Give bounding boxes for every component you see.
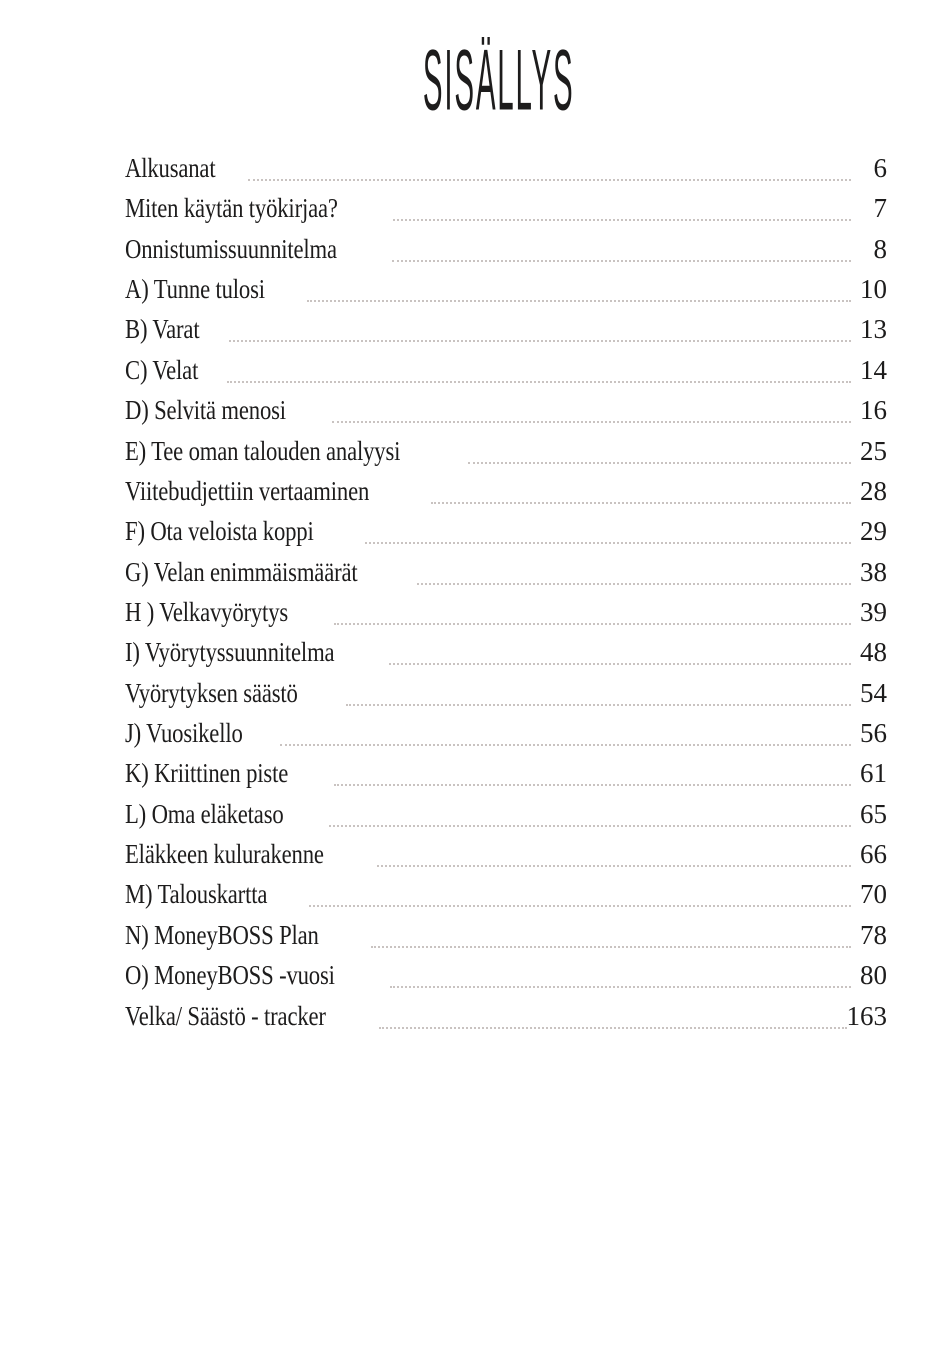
toc-entry-label: O) MoneyBOSS -vuosi: [125, 960, 335, 991]
toc-entry-label: N) MoneyBOSS Plan: [125, 919, 319, 950]
title-area: [0, 32, 950, 129]
toc-row: [125, 834, 887, 874]
toc-page-number: 70: [860, 879, 887, 910]
toc-page-number: 80: [860, 960, 887, 991]
toc-row: [125, 794, 887, 834]
toc-dotted-leader: [280, 744, 851, 746]
toc-dotted-leader: [377, 865, 851, 867]
toc-entry-label: Viitebudjettiin vertaaminen: [125, 475, 370, 506]
toc-row: [125, 431, 887, 471]
toc-row: [125, 673, 887, 713]
toc-page-number: 56: [860, 718, 887, 749]
toc-entry-label: G) Velan enimmäismäärät: [125, 556, 358, 587]
toc-page-number: 78: [860, 919, 887, 950]
toc-dotted-leader: [371, 946, 851, 948]
toc-row: [125, 229, 887, 269]
toc-entry-label: Alkusanat: [125, 153, 216, 183]
toc-row: [125, 753, 887, 793]
toc-dotted-leader: [389, 663, 851, 665]
toc-entry-label: D) Selvitä menosi: [125, 395, 286, 426]
toc-entry-label: A) Tunne tulosi: [125, 274, 265, 305]
toc-row: [125, 915, 887, 955]
toc-dotted-leader: [431, 502, 851, 504]
toc-page-number: 39: [860, 596, 887, 627]
toc-row: [125, 390, 887, 430]
toc-dotted-leader: [390, 986, 851, 988]
toc-page-number: 6: [873, 153, 887, 183]
toc-row: [125, 188, 887, 228]
toc-page-number: 10: [860, 274, 887, 305]
toc-page-number: 28: [860, 475, 887, 506]
toc-row: [125, 148, 887, 188]
toc-entry-label: E) Tee oman talouden analyysi: [125, 435, 401, 466]
toc-entry-label: C) Velat: [125, 354, 199, 385]
toc-entry-label: L) Oma eläketaso: [125, 798, 284, 829]
toc-dotted-leader: [332, 421, 851, 423]
toc-dotted-leader: [392, 260, 851, 262]
toc-dotted-leader: [334, 784, 851, 786]
toc-row: [125, 471, 887, 511]
toc-dotted-leader: [329, 825, 851, 827]
toc-entry-label: Vyörytyksen säästö: [125, 677, 298, 708]
table-of-contents: [125, 148, 887, 1036]
toc-entry-label: Velka/ Säästö - tracker: [125, 1000, 326, 1031]
toc-page-number: 38: [860, 556, 887, 587]
toc-row: [125, 874, 887, 914]
toc-row: [125, 552, 887, 592]
toc-entry-label: F) Ota veloista koppi: [125, 516, 314, 547]
toc-page-number: 65: [860, 798, 887, 829]
toc-entry-label: M) Talouskartta: [125, 879, 268, 910]
toc-page-number: 16: [860, 395, 887, 426]
page-title: SISÄLLYS: [423, 32, 575, 129]
toc-dotted-leader: [307, 300, 851, 302]
toc-row: [125, 713, 887, 753]
toc-entry-label: K) Kriittinen piste: [125, 758, 289, 789]
toc-entry-label: J) Vuosikello: [125, 718, 243, 749]
toc-page-number: 163: [846, 1000, 887, 1031]
toc-dotted-leader: [229, 340, 851, 342]
toc-page-number: 25: [860, 435, 887, 466]
toc-page-number: 8: [873, 233, 887, 264]
toc-entry-label: Onnistumissuunnitelma: [125, 233, 337, 264]
toc-entry-label: Eläkkeen kulurakenne: [125, 839, 324, 870]
toc-dotted-leader: [379, 1027, 846, 1029]
toc-entry-label: H ) Velkavyörytys: [125, 596, 289, 627]
toc-dotted-leader: [248, 179, 851, 181]
toc-dotted-leader: [334, 623, 851, 625]
toc-row: [125, 632, 887, 672]
toc-dotted-leader: [227, 381, 851, 383]
toc-row: [125, 350, 887, 390]
toc-row: [125, 269, 887, 309]
toc-dotted-leader: [393, 219, 851, 221]
toc-row: [125, 996, 887, 1036]
toc-entry-label: B) Varat: [125, 314, 200, 345]
toc-page-number: 7: [873, 193, 887, 224]
toc-row: [125, 592, 887, 632]
toc-dotted-leader: [365, 542, 851, 544]
toc-page-number: 66: [860, 839, 887, 870]
toc-dotted-leader: [346, 704, 851, 706]
toc-page-number: 48: [860, 637, 887, 668]
toc-dotted-leader: [309, 905, 851, 907]
toc-page-number: 54: [860, 677, 887, 708]
toc-row: [125, 511, 887, 551]
toc-entry-label: Miten käytän työkirjaa?: [125, 193, 338, 224]
toc-entry-label: I) Vyörytyssuunnitelma: [125, 637, 335, 668]
toc-page-number: 29: [860, 516, 887, 547]
toc-row: [125, 309, 887, 349]
toc-dotted-leader: [417, 583, 851, 585]
toc-row: [125, 955, 887, 995]
toc-page-number: 14: [860, 354, 887, 385]
toc-page-number: 61: [860, 758, 887, 789]
toc-dotted-leader: [468, 462, 851, 464]
page-title-heading: [0, 32, 950, 129]
toc-page-number: 13: [860, 314, 887, 345]
